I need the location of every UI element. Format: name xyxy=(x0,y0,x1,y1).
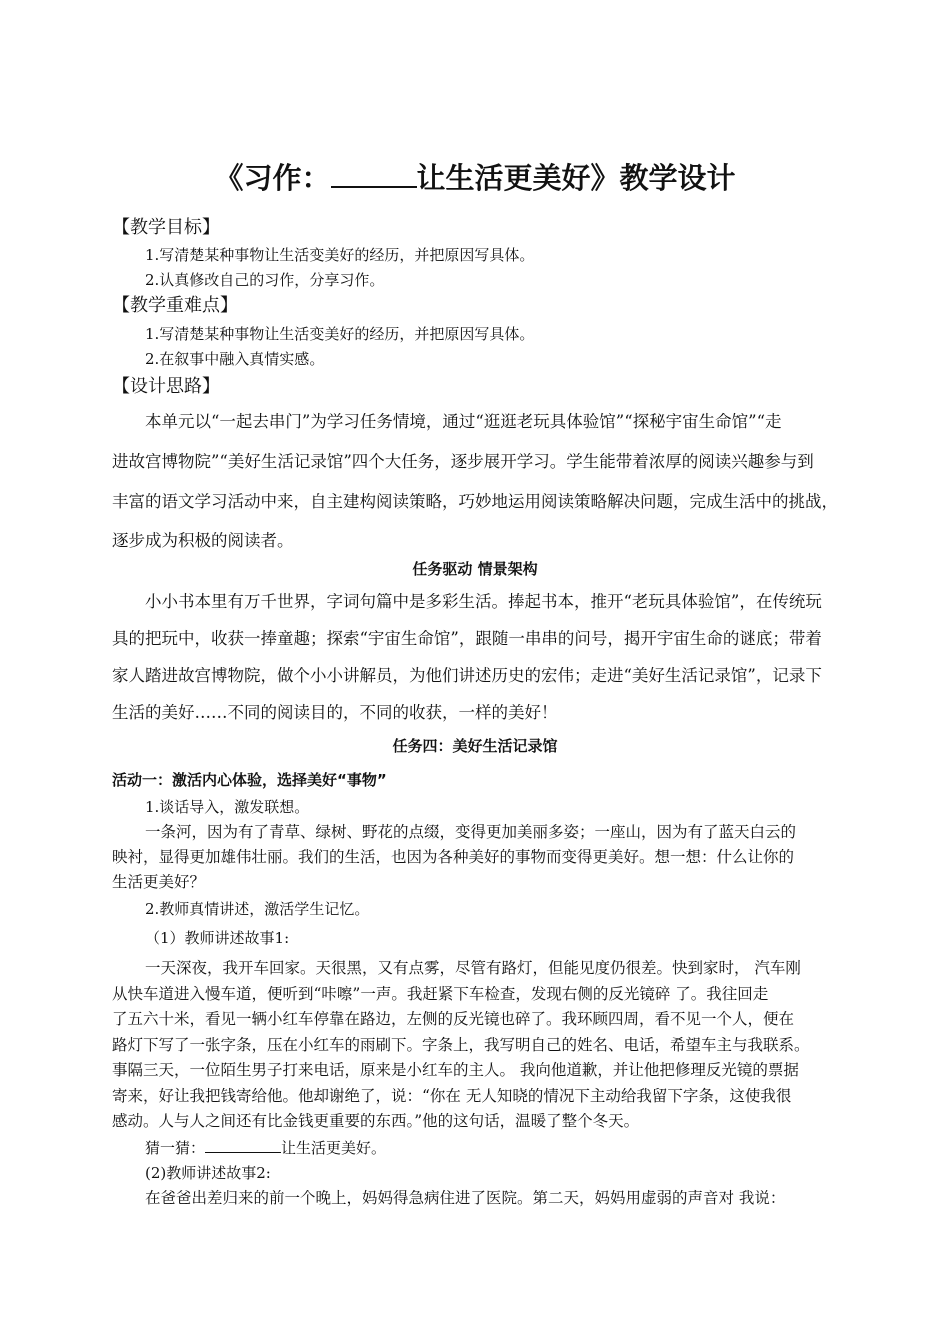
story1-line: 事隔三天，一位陌生男子打来电话，原来是小红车的主人。 我向他道歉，并让他把修理反光镜的票据 xyxy=(112,1061,799,1079)
story1-line: 一天深夜，我开车回家。天很黑，又有点雾，尽管有路灯，但能见度仍很差。快到家时， 汽车刚 xyxy=(145,959,801,977)
story1-line: 从快车道进入慢车道，便听到“咔嚓”一声。我赶紧下车检查，发现右侧的反光镜碎 了。我往回走 xyxy=(112,985,769,1003)
title-blank xyxy=(331,156,417,188)
activity-text-line: 一条河，因为有了青草、绿树、野花的点缀，变得更加美丽多姿；一座山，因为有了蓝天白云的 xyxy=(145,823,797,841)
goal-item: 2.认真修改自己的习作，分享习作。 xyxy=(145,271,385,289)
document-title xyxy=(0,156,950,200)
story1-line: 路灯下写了一张字条，压在小红车的雨刷下。字条上，我写明自己的姓名、电话，希望车主与我联系。 xyxy=(112,1036,810,1054)
story1-label: （1）教师讲述故事1: xyxy=(145,929,290,947)
guess-line xyxy=(145,1136,386,1160)
goal-item: 1.写清楚某种事物让生活变美好的经历，并把原因写具体。 xyxy=(145,246,535,264)
activity-text-line: 生活更美好？ xyxy=(112,873,206,891)
title-suffix: 让生活更美好》教学设计 xyxy=(416,161,736,195)
story1-line: 寄来，好让我把钱寄给他。他却谢绝了，说：“你在 无人知晓的情况下主动给我留下字条，这使我很 xyxy=(112,1087,792,1105)
task-drive-line: 生活的美好……不同的阅读目的，不同的收获，一样的美好！ xyxy=(112,703,558,722)
task-drive-heading: 任务驱动 情景架构 xyxy=(412,560,538,578)
activity-step: 1.谈话导入，激发联想。 xyxy=(145,798,310,816)
design-line: 进故宫博物院”“美好生活记录馆”四个大任务，逐步展开学习。学生能带着浓厚的阅读兴趣参与到 xyxy=(112,452,814,471)
task-drive-line: 具的把玩中，收获一捧童趣；探索“宇宙生命馆”，跟随一串串的问号，揭开宇宙生命的谜底；带着 xyxy=(112,629,822,648)
story2-label: (2)教师讲述故事2: xyxy=(145,1164,271,1182)
title-prefix: 《习作： xyxy=(214,161,331,195)
goals-header: 【教学目标】 xyxy=(112,217,220,238)
guess-prefix: 猜一猜： xyxy=(145,1139,206,1157)
story1-line: 感动。人与人之间还有比金钱更重要的东西。”他的这句话，温暖了整个冬天。 xyxy=(112,1112,640,1130)
design-line: 丰富的语文学习活动中来，自主建构阅读策略，巧妙地运用阅读策略解决问题，完成生活中的挑战， xyxy=(112,492,838,511)
task-drive-line: 家人踏进故宫博物院，做个小小讲解员，为他们讲述历史的宏伟；走进“美好生活记录馆”，记录下 xyxy=(112,666,822,685)
design-header: 【设计思路】 xyxy=(112,376,220,397)
task4-heading: 任务四：美好生活记录馆 xyxy=(392,737,558,755)
key-point-item: 2.在叙事中融入真情实感。 xyxy=(145,350,325,368)
story2-line: 在爸爸出差归来的前一个晚上，妈妈得急病住进了医院。第二天，妈妈用虚弱的声音对 我说： xyxy=(145,1189,786,1207)
guess-suffix: 让生活更美好。 xyxy=(281,1139,387,1157)
activity-text-line: 映衬，显得更加雄伟壮丽。我们的生活，也因为各种美好的事物而变得更美好。想一想：什么让你的 xyxy=(112,848,795,866)
key-points-header: 【教学重难点】 xyxy=(112,295,238,316)
design-line: 逐步成为积极的阅读者。 xyxy=(112,531,294,550)
story1-line: 了五六十米，看见一辆小红车停靠在路边，左侧的反光镜也碎了。我环顾四周，看不见一个人，便在 xyxy=(112,1010,795,1028)
activity-step: 2.教师真情讲述，激活学生记忆。 xyxy=(145,900,370,918)
task-drive-line: 小小书本里有万千世界，字词句篇中是多彩生活。捧起书本，推开“老玩具体验馆”，在传统玩 xyxy=(145,592,822,611)
key-point-item: 1.写清楚某种事物让生活变美好的经历，并把原因写具体。 xyxy=(145,325,535,343)
activity1-heading: 活动一：激活内心体验，选择美好“事物” xyxy=(112,771,387,789)
guess-blank xyxy=(205,1136,281,1153)
design-line: 本单元以“一起去串门”为学习任务情境，通过“逛逛老玩具体验馆”“探秘宇宙生命馆”“走 xyxy=(145,412,782,431)
